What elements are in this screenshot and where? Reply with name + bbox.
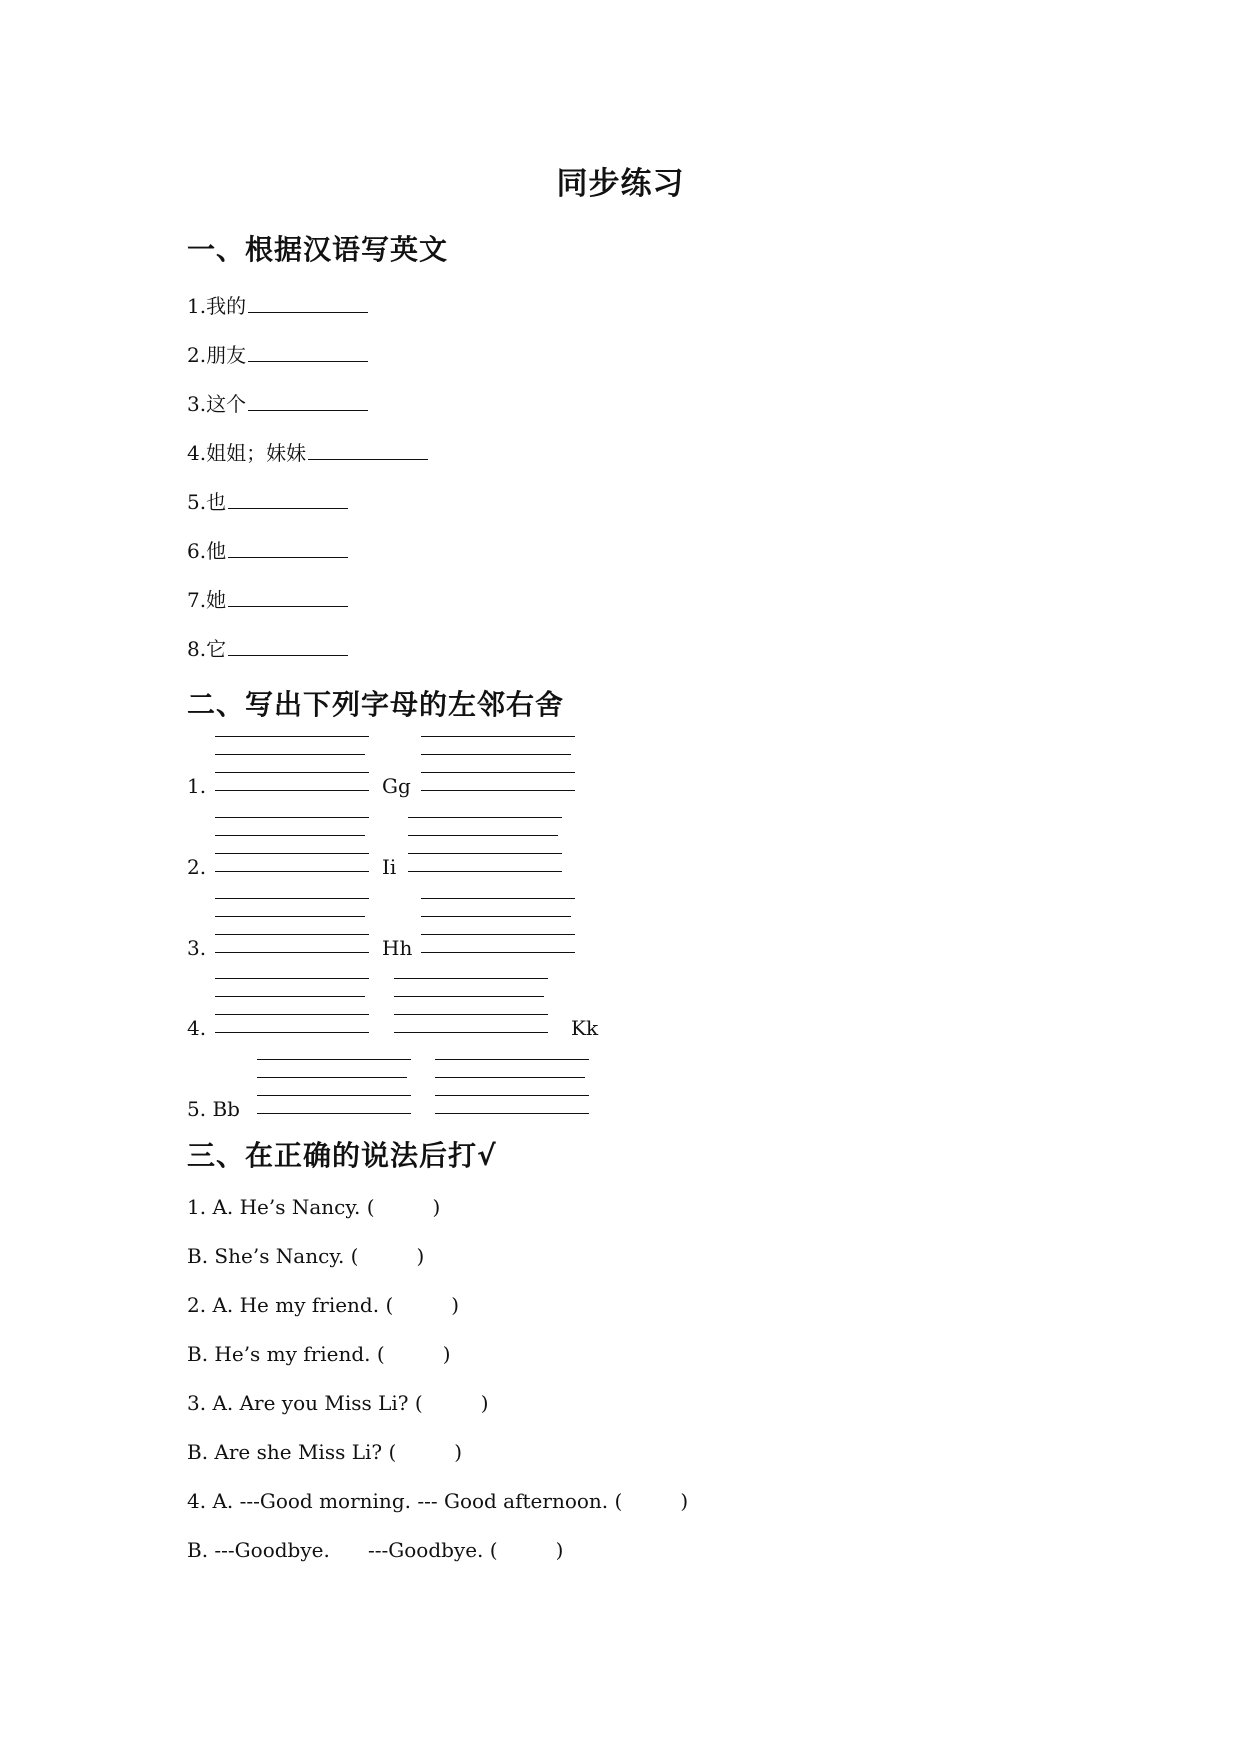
handwriting-lines-left[interactable] bbox=[215, 736, 371, 810]
vocab-item-label: 1.我的 bbox=[187, 294, 247, 318]
vocab-item bbox=[187, 290, 368, 319]
handwriting-lines-left[interactable] bbox=[215, 898, 371, 972]
letter-row bbox=[0, 809, 1241, 889]
close-paren: ) bbox=[680, 1489, 689, 1513]
handwriting-lines-left[interactable] bbox=[215, 978, 371, 1052]
choice-item bbox=[187, 1538, 563, 1562]
vocab-item-label: 4.姐姐；妹妹 bbox=[187, 441, 307, 465]
vocab-item-label: 7.她 bbox=[187, 588, 227, 612]
vocab-item-label: 5.也 bbox=[187, 490, 227, 514]
handwriting-lines-right[interactable] bbox=[435, 1059, 591, 1133]
vocab-item bbox=[187, 388, 368, 417]
letter-row bbox=[0, 970, 1241, 1050]
choice-text: B. She’s Nancy. ( bbox=[187, 1244, 359, 1268]
handwriting-lines-right[interactable] bbox=[421, 898, 577, 972]
vocab-item-label: 3.这个 bbox=[187, 392, 247, 416]
close-paren: ) bbox=[442, 1342, 451, 1366]
answer-blank[interactable] bbox=[228, 488, 348, 509]
handwriting-lines-middle[interactable] bbox=[257, 1059, 413, 1133]
choice-item bbox=[187, 1195, 440, 1219]
vocab-item bbox=[187, 633, 348, 662]
choice-item bbox=[187, 1489, 688, 1513]
answer-blank[interactable] bbox=[248, 390, 368, 411]
given-letter: Kk bbox=[571, 1016, 599, 1040]
close-paren: ) bbox=[480, 1391, 489, 1415]
row-number: 3. bbox=[187, 936, 207, 960]
vocab-item-label: 2.朋友 bbox=[187, 343, 247, 367]
close-paren: ) bbox=[432, 1195, 441, 1219]
row-number: 4. bbox=[187, 1016, 207, 1040]
answer-blank[interactable] bbox=[248, 292, 368, 313]
close-paren: ) bbox=[451, 1293, 460, 1317]
choice-item bbox=[187, 1391, 489, 1415]
section-2-heading: 二、写出下列字母的左邻右舍 bbox=[187, 688, 565, 721]
letter-row bbox=[0, 890, 1241, 970]
vocab-item bbox=[187, 584, 348, 613]
handwriting-lines-right[interactable] bbox=[408, 817, 564, 891]
choice-text: B. He’s my friend. ( bbox=[187, 1342, 385, 1366]
choice-item bbox=[187, 1342, 451, 1366]
section-1-heading: 一、根据汉语写英文 bbox=[187, 233, 449, 266]
answer-blank[interactable] bbox=[228, 635, 348, 656]
vocab-item bbox=[187, 535, 348, 564]
choice-text: B. Are she Miss Li? ( bbox=[187, 1440, 397, 1464]
letter-row bbox=[0, 728, 1241, 808]
row-number: 5. Bb bbox=[187, 1097, 240, 1121]
choice-item bbox=[187, 1440, 462, 1464]
given-letter: Gg bbox=[382, 774, 411, 798]
vocab-item bbox=[187, 486, 348, 515]
choice-item bbox=[187, 1293, 459, 1317]
close-paren: ) bbox=[416, 1244, 425, 1268]
choice-text: 4. A. ---Good morning. --- Good afternoon. ( bbox=[187, 1489, 623, 1513]
choice-text: 3. A. Are you Miss Li? ( bbox=[187, 1391, 423, 1415]
letter-row bbox=[0, 1051, 1241, 1131]
answer-blank[interactable] bbox=[308, 439, 428, 460]
answer-blank[interactable] bbox=[228, 586, 348, 607]
choice-text: 2. A. He my friend. ( bbox=[187, 1293, 394, 1317]
row-number: 1. bbox=[187, 774, 207, 798]
handwriting-lines-left[interactable] bbox=[215, 817, 371, 891]
row-number: 2. bbox=[187, 855, 207, 879]
choice-text: 1. A. He’s Nancy. ( bbox=[187, 1195, 375, 1219]
vocab-item bbox=[187, 437, 428, 466]
section-3-heading: 三、在正确的说法后打√ bbox=[187, 1139, 497, 1172]
choice-item bbox=[187, 1244, 424, 1268]
page-title: 同步练习 bbox=[556, 166, 685, 202]
given-letter: Hh bbox=[382, 936, 413, 960]
answer-blank[interactable] bbox=[228, 537, 348, 558]
handwriting-lines-right[interactable] bbox=[421, 736, 577, 810]
given-letter: Ii bbox=[382, 855, 397, 879]
handwriting-lines-middle[interactable] bbox=[394, 978, 550, 1052]
close-paren: ) bbox=[454, 1440, 463, 1464]
vocab-item-label: 6.他 bbox=[187, 539, 227, 563]
vocab-item-label: 8.它 bbox=[187, 637, 227, 661]
choice-text: B. ---Goodbye. ---Goodbye. ( bbox=[187, 1538, 498, 1562]
answer-blank[interactable] bbox=[248, 341, 368, 362]
close-paren: ) bbox=[555, 1538, 564, 1562]
vocab-item bbox=[187, 339, 368, 368]
